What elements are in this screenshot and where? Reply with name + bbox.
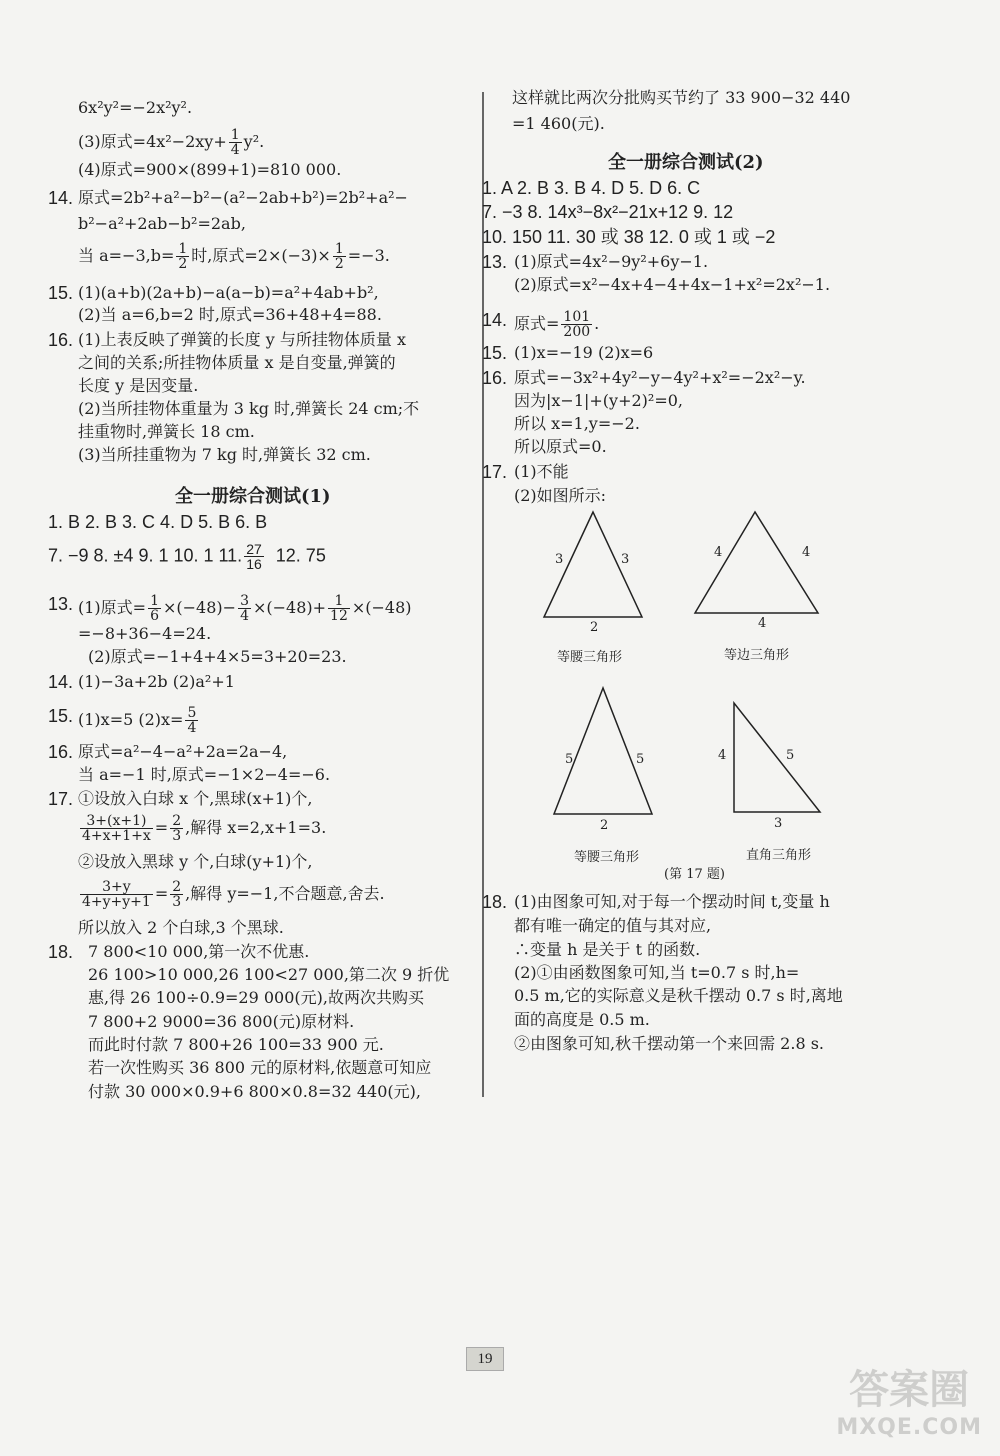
left-line: 所以放入 2 个白球,3 个黑球.: [78, 918, 284, 937]
left-line: =−8+36−4=24.: [78, 624, 212, 643]
left-line: (4)原式=900×(899+1)=810 000.: [78, 160, 342, 179]
left-line: (2)原式=−1+4+4×5=3+20=23.: [88, 647, 347, 666]
side-label: 5: [565, 752, 574, 767]
side-label: 2: [600, 818, 609, 833]
triangle-caption: 等边三角形: [724, 648, 790, 663]
left-line: (1)x=5 (2)x= $\frac{5}{4}$: [78, 705, 197, 736]
section-heading: 全一册综合测试(1): [175, 486, 331, 507]
answer-row: 10. 150 11. 30 或 38 12. 0 或 1 或 −2: [482, 227, 776, 247]
left-line: 26 100>10 000,26 100<27 000,第二次 9 折优: [88, 965, 450, 984]
left-line: ①设放入白球 x 个,黑球(x+1)个,: [78, 789, 313, 808]
right-line: 0.5 m,它的实际意义是秋千摆动 0.7 s 时,离地: [514, 986, 843, 1005]
fraction: $\frac{2}{3}$: [172, 813, 182, 844]
right-line: ∴变量 h 是关于 t 的函数.: [514, 940, 701, 959]
right-line: 所以原式=0.: [514, 437, 607, 456]
right-line: (1)不能: [514, 462, 569, 481]
question-number: 16.: [482, 368, 508, 388]
triangle-caption: 等腰三角形: [557, 650, 623, 665]
side-label: 3: [774, 816, 783, 831]
answer-row: 1. A 2. B 3. B 4. D 5. D 6. C: [482, 178, 701, 198]
right-line: 面的高度是 0.5 m.: [514, 1010, 650, 1029]
left-line: 原式=a²−4−a²+2a=2a−4,: [78, 742, 288, 761]
fraction: $\frac{1}{12}$: [330, 593, 348, 624]
side-label: 4: [718, 748, 727, 763]
left-line: $\frac{3+(x+1)}{4+x+1+x}$ = $\frac{2}{3}$ ,解得 x=2,x+1=3.: [82, 813, 327, 844]
left-line: 付款 30 000×0.9+6 800×0.8=32 440(元),: [88, 1082, 421, 1101]
right-line: (1)原式=4x²−9y²+6y−1.: [514, 252, 709, 271]
triangle-caption: 直角三角形: [746, 848, 812, 863]
fraction: $\frac{27}{16}$: [246, 541, 262, 572]
side-label: 5: [636, 752, 645, 767]
left-line: 长度 y 是因变量.: [78, 376, 199, 395]
left-line: (1)原式= $\frac{1}{6}$ ×(−48)− $\frac{3}{4}$ ×(−48)+ $\frac{1}{12}$ ×(−48): [78, 593, 412, 624]
left-line: (1)−3a+2b (2)a²+1: [78, 672, 235, 691]
question-number: 17.: [482, 462, 508, 482]
answer-row: 1. B 2. B 3. C 4. D 5. B 6. B: [48, 512, 268, 532]
left-line: ②设放入黑球 y 个,白球(y+1)个,: [78, 852, 313, 871]
left-line: 7 800+2 9000=36 800(元)原材料.: [88, 1012, 355, 1031]
question-number: 16.: [48, 742, 74, 762]
left-line: 之间的关系;所挂物体质量 x 是自变量,弹簧的: [78, 353, 396, 372]
right-line: (2)①由函数图象可知,当 t=0.7 s 时,h=: [514, 963, 800, 982]
question-number: 14.: [48, 188, 74, 208]
fraction: $\frac{3}{4}$: [240, 593, 249, 624]
right-line: (2)原式=x²−4x+4−4+4x−1+x²=2x²−1.: [514, 275, 831, 294]
question-number: 13.: [48, 594, 74, 614]
answer-row: 7. −3 8. 14x³−8x²−21x+12 9. 12: [482, 202, 734, 222]
equilateral-triangle: [695, 512, 818, 613]
left-line: (2)当 a=6,b=2 时,原式=36+48+4=88.: [78, 305, 382, 324]
left-line: (3)原式=4x²−2xy+ $\frac{1}{4}$ y².: [78, 127, 265, 158]
fraction: $\frac{1}{2}$: [178, 241, 188, 272]
isosceles-triangle-2: [554, 688, 652, 814]
section-heading: 全一册综合测试(2): [608, 152, 764, 173]
right-line: 这样就比两次分批购买节约了 33 900−32 440: [512, 88, 851, 107]
fraction: $\frac{3+(x+1)}{4+x+1+x}$: [82, 813, 151, 844]
question-number: 15.: [482, 343, 508, 363]
right-line: 都有唯一确定的值与其对应,: [514, 916, 712, 935]
side-label: 4: [714, 545, 723, 560]
question-number: 15.: [48, 706, 74, 726]
page-number: 19: [466, 1347, 504, 1371]
left-line: (2)当所挂物体重量为 3 kg 时,弹簧长 24 cm;不: [78, 399, 420, 418]
right-line: (1)由图象可知,对于每一个摆动时间 t,变量 h: [514, 892, 830, 911]
left-line: 而此时付款 7 800+26 100=33 900 元.: [88, 1035, 384, 1054]
question-number: 14.: [482, 310, 508, 330]
right-line: 原式=−3x²+4y²−y−4y²+x²=−2x²−y.: [514, 368, 806, 387]
right-line: =1 460(元).: [512, 114, 605, 133]
fraction: $\frac{1}{2}$: [334, 241, 344, 272]
left-line: 当 a=−1 时,原式=−1×2−4=−6.: [78, 765, 331, 784]
fraction: $\frac{2}{3}$: [172, 879, 182, 910]
right-triangle: [734, 703, 820, 812]
question-number: 15.: [48, 283, 74, 303]
right-line: (1)x=−19 (2)x=6: [514, 343, 654, 362]
side-label: 5: [786, 748, 795, 763]
side-label: 2: [590, 620, 599, 635]
left-line: 7 800<10 000,第一次不优惠.: [88, 942, 310, 961]
watermark: 答案圈 MXQE.COM: [836, 1367, 982, 1440]
fraction: $\frac{101}{200}$: [563, 309, 591, 340]
side-label: 3: [555, 552, 564, 567]
left-line: 若一次性购买 36 800 元的原材料,依题意可知应: [88, 1058, 432, 1077]
left-line: 当 a=−3,b= $\frac{1}{2}$ 时,原式=2×(−3)× $\frac{1}{2}$ =−3.: [78, 241, 390, 272]
left-line: (1)(a+b)(2a+b)−a(a−b)=a²+4ab+b²,: [78, 283, 379, 302]
side-label: 4: [802, 545, 811, 560]
right-line: (2)如图所示:: [514, 486, 607, 505]
left-line: (3)当所挂重物为 7 kg 时,弹簧长 32 cm.: [78, 445, 371, 464]
fraction: $\frac{1}{4}$: [230, 127, 240, 158]
fraction: $\frac{1}{6}$: [150, 593, 159, 624]
fraction: $\frac{5}{4}$: [187, 705, 197, 736]
side-label: 4: [758, 616, 767, 631]
left-line: (1)上表反映了弹簧的长度 y 与所挂物体质量 x: [78, 330, 406, 349]
question-number: 16.: [48, 330, 74, 350]
right-line: 因为|x−1|+(y+2)²=0,: [514, 391, 683, 410]
question-number: 17.: [48, 789, 74, 809]
side-label: 3: [621, 552, 630, 567]
left-line: 原式=2b²+a²−b²−(a²−2ab+b²)=2b²+a²−: [78, 188, 408, 207]
question-number: 18.: [482, 892, 508, 912]
left-line: b²−a²+2ab−b²=2ab,: [78, 214, 246, 233]
question-number: 18.: [48, 942, 74, 962]
left-line: 6x²y²=−2x²y².: [78, 98, 193, 117]
left-line: $\frac{3+y}{4+y+y+1}$ = $\frac{2}{3}$ ,解得 y=−1,不合题意,舍去.: [82, 879, 385, 910]
question-number: 13.: [482, 252, 508, 272]
answer-row: 7. −9 8. ±4 9. 1 10. 1 11. $\frac{27}{16}$ 12. 75: [48, 541, 326, 572]
triangle-caption: 等腰三角形: [574, 850, 640, 865]
figure-caption: (第 17 题): [664, 867, 725, 882]
left-line: 挂重物时,弹簧长 18 cm.: [78, 422, 255, 441]
question-number: 14.: [48, 672, 74, 692]
right-line: 原式= $\frac{101}{200}$ .: [514, 309, 600, 340]
left-line: 惠,得 26 100÷0.9=29 000(元),故两次共购买: [88, 988, 424, 1007]
right-line: 所以 x=1,y=−2.: [514, 414, 640, 433]
right-line: ②由图象可知,秋千摆动第一个来回需 2.8 s.: [514, 1034, 825, 1053]
fraction: $\frac{3+y}{4+y+y+1}$: [82, 879, 151, 910]
